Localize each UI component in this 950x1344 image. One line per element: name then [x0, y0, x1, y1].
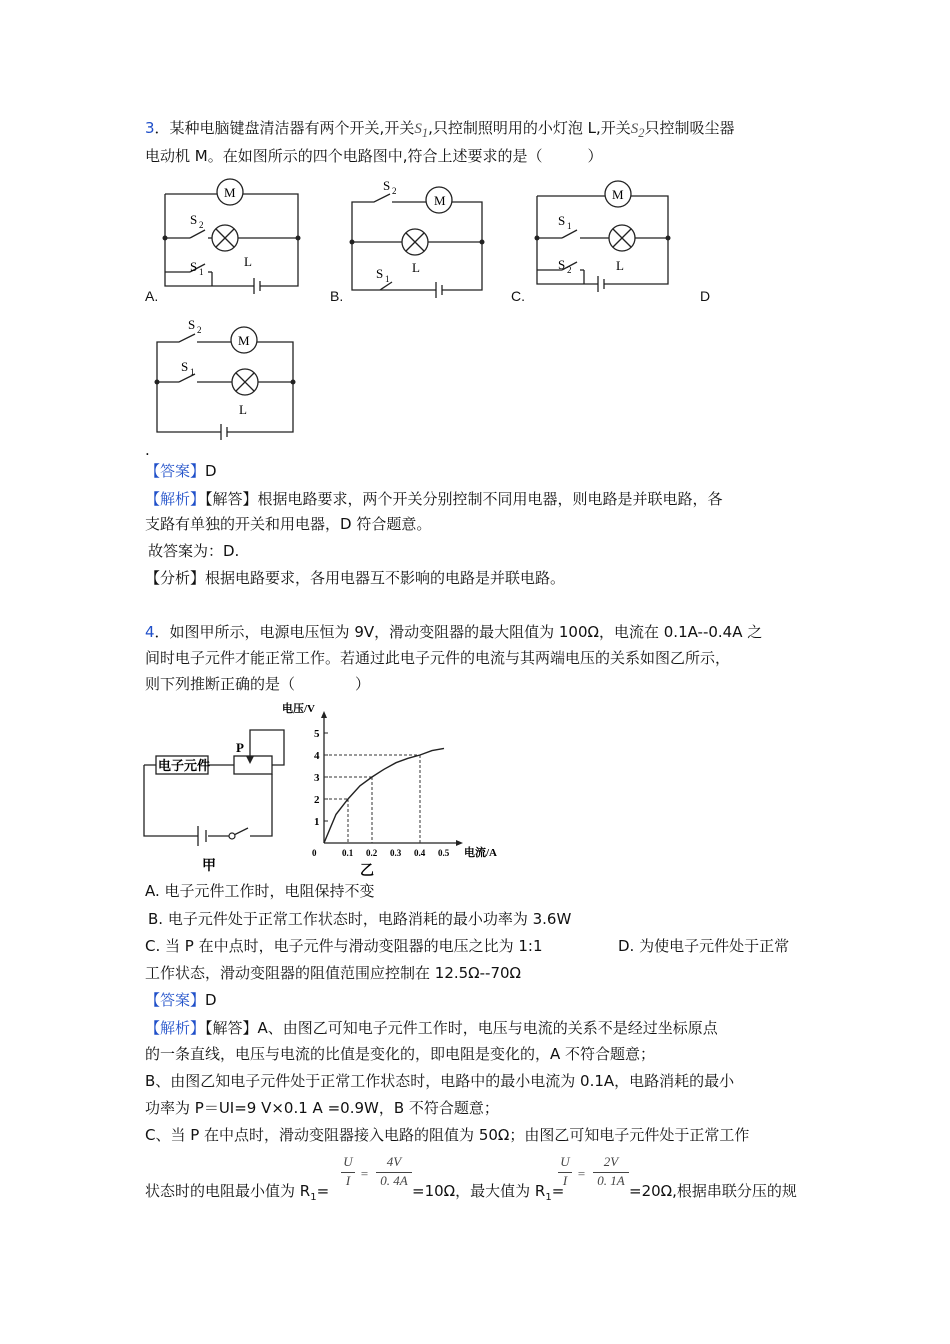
circuit-d-diagram	[155, 316, 300, 436]
svg-text:L: L	[616, 258, 624, 273]
fraction-equals: =	[360, 1166, 369, 1181]
svg-text:1: 1	[199, 267, 204, 277]
caption-yi: 乙	[360, 864, 374, 879]
x-tick-label: 0.4	[414, 848, 426, 858]
y-axis-label: 电压/V	[282, 703, 315, 715]
svg-text:1: 1	[567, 221, 572, 231]
explain-tag: 【解析】	[145, 490, 206, 508]
x-tick-label: 0.3	[390, 848, 402, 858]
x-tick-label: 0	[312, 848, 317, 858]
svg-text:2: 2	[392, 186, 397, 196]
answer-tag: 【答案】	[145, 991, 206, 1009]
y-tick-label: 5	[314, 728, 320, 740]
q4-explain-1: 【解析】【解答】A、由图乙可知电子元件工作时，电压与电流的关系不是经过坐标原点	[145, 1019, 718, 1037]
q4-explain-6: 状态时的电阻最小值为 $R_1=$	[145, 1182, 330, 1203]
y-tick-label: 4	[314, 750, 320, 762]
lamp-label: L	[244, 254, 252, 269]
y-axis-arrow	[321, 711, 327, 718]
option-d: D	[700, 288, 711, 304]
q4-explain-2: 的一条直线，电压与电流的比值是变化的，即电阻是变化的，A 不符合题意；	[145, 1045, 656, 1063]
circuit-a-diagram	[160, 178, 305, 290]
q4-explain-6e: =20Ω,根据串联分压的规	[629, 1182, 797, 1200]
q3-line-1	[145, 118, 735, 143]
svg-text:S: S	[376, 266, 384, 281]
q4-line-2: 间时电子元件才能正常工作。若通过此电子元件的电流与其两端电压的关系如图乙所示，	[145, 649, 731, 667]
q4-explain-3: B、由图乙知电子元件处于正常工作状态时，电路中的最小电流为 0.1A，电路消耗的最小	[145, 1072, 735, 1090]
option-b: B. 电子元件处于正常工作状态时，电路消耗的最小功率为 3.6W	[148, 910, 572, 928]
q4-line-3: 则下列推断正确的是（ ）	[145, 675, 371, 693]
y-tick-label: 3	[314, 772, 320, 784]
q3-answer	[145, 461, 217, 481]
svg-text:S: S	[558, 257, 566, 272]
svg-text:M: M	[434, 193, 446, 208]
switch-s1-symbol: $S_1$	[414, 121, 429, 140]
fraction-u-over-i: $\frac{U}{I}$	[341, 1154, 355, 1189]
svg-text:S: S	[181, 359, 189, 374]
fraction-4v-over-04a: $\frac{4V}{0. 4A}$	[376, 1154, 412, 1189]
curve-series	[324, 748, 444, 843]
explain-tag: 【解析】	[145, 1019, 206, 1037]
slider-p-label: P	[236, 740, 244, 755]
svg-text:1: 1	[190, 367, 195, 377]
switch-label: S	[190, 212, 198, 227]
q3-explain-3: 故答案为：D.	[148, 542, 240, 560]
svg-text:S: S	[188, 317, 196, 332]
q4-explain-4: 功率为 P＝UI=9 V×0.1 A =0.9W，B 不符合题意；	[145, 1099, 499, 1117]
svg-text:M: M	[612, 187, 624, 202]
q4-answer	[145, 990, 217, 1010]
svg-text:2: 2	[199, 220, 204, 230]
option-d: D. 为使电子元件处于正常	[618, 937, 790, 955]
answer-value: D	[205, 991, 217, 1009]
option-c: C. 当 P 在中点时，电子元件与滑动变阻器的电压之比为 1:1	[145, 937, 543, 955]
x-axis-arrow	[456, 840, 463, 846]
trailing-dot: .	[145, 441, 150, 459]
q3-explain-4: 【分析】根据电路要求，各用电器互不影响的电路是并联电路。	[145, 569, 566, 587]
q3-number: 3	[145, 119, 155, 137]
q3-text-a: ．某种电脑键盘清洁器有两个开关,开关	[154, 119, 415, 137]
q4-explain-5: C、当 P 在中点时，滑动变阻器接入电路的阻值为 50Ω；由图乙可知电子元件处于正常工作	[145, 1126, 750, 1144]
q3-text-c: 只控制吸尘器	[644, 119, 735, 137]
option-d-cont: 工作状态，滑动变阻器的阻值范围应控制在 12.5Ω--70Ω	[145, 964, 522, 982]
svg-text:2: 2	[567, 265, 572, 275]
answer-value: D	[205, 462, 217, 480]
option-b: B.	[330, 288, 344, 304]
y-tick-label: 2	[314, 794, 320, 806]
svg-text:L: L	[412, 260, 420, 275]
option-a: A. 电子元件工作时，电阻保持不变	[145, 882, 375, 900]
option-a: A.	[145, 288, 159, 304]
fraction-equals-2: =	[577, 1166, 586, 1181]
figure-jia-circuit	[140, 724, 290, 874]
caption-jia: 甲	[202, 859, 216, 874]
svg-text:M: M	[238, 333, 250, 348]
q3-explain-1: 【解析】【解答】根据电路要求，两个开关分别控制不同用电器，则电路是并联电路，各	[145, 490, 723, 508]
q3-line-2: 电动机 M。在如图所示的四个电路图中,符合上述要求的是（ ）	[145, 147, 603, 165]
x-axis-label: 电流/A	[464, 847, 497, 859]
svg-text:S: S	[383, 178, 391, 193]
switch-label: S	[190, 259, 198, 274]
q3-explain-2: 支路有单独的开关和用电器，D 符合题意。	[145, 515, 432, 533]
q4-line-1: 4．如图甲所示，电源电压恒为 9V，滑动变阻器的最大阻值为 100Ω，电流在 0.1A--0.4A 之	[145, 623, 763, 641]
svg-text:1: 1	[385, 274, 390, 284]
circuit-c-diagram	[532, 180, 677, 292]
x-tick-label: 0.5	[438, 848, 450, 858]
svg-text:S: S	[558, 213, 566, 228]
x-tick-label: 0.1	[342, 848, 354, 858]
motor-label: M	[224, 185, 236, 200]
component-label: 电子元件	[158, 758, 211, 773]
q4-number: 4	[145, 623, 155, 641]
option-c: C.	[511, 288, 525, 304]
q4-explain-6c: =10Ω，最大值为 $R_1=$	[412, 1182, 565, 1203]
x-tick-label: 0.2	[366, 848, 378, 858]
fraction-u-over-i-2: $\frac{U}{I}$	[558, 1154, 572, 1189]
y-tick-label: 1	[314, 816, 320, 828]
figure-yi-chart	[280, 700, 497, 880]
svg-text:L: L	[239, 402, 247, 417]
fraction-2v-over-01a: $\frac{2V}{0. 1A}$	[593, 1154, 629, 1189]
svg-text:2: 2	[197, 325, 202, 335]
q3-text-b: ,只控制照明用的小灯泡 L,开关	[428, 119, 631, 137]
answer-tag: 【答案】	[145, 462, 206, 480]
circuit-b-diagram	[350, 180, 485, 296]
switch-s2-symbol: $S_2$	[630, 121, 645, 140]
